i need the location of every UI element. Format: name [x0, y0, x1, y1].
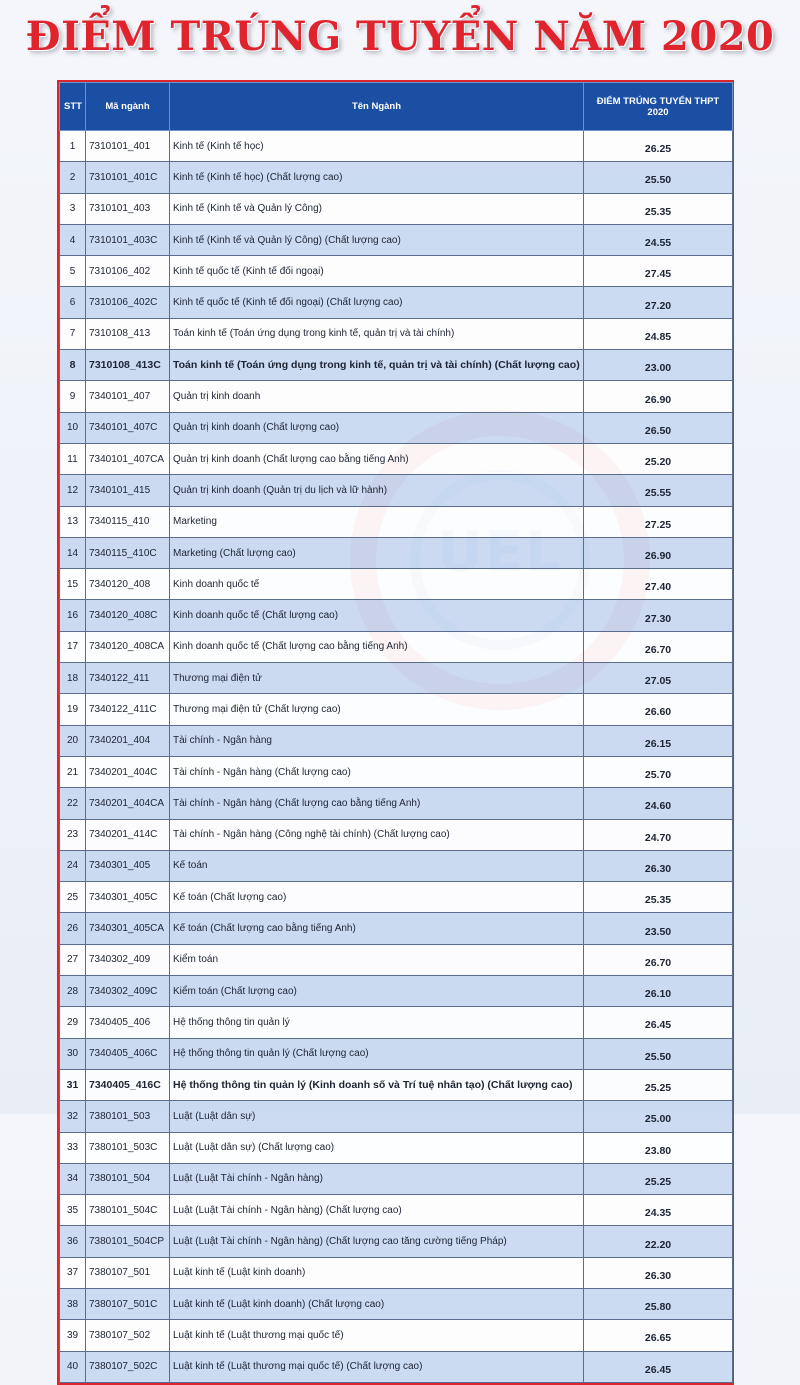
row-major-code: 7340405_406C: [86, 1038, 170, 1069]
row-major-name: Luật (Luật Tài chính - Ngân hàng) (Chất lượng cao): [170, 1195, 584, 1226]
row-stt: 1: [60, 131, 86, 162]
row-stt: 4: [60, 224, 86, 255]
row-major-code: 7340120_408CA: [86, 631, 170, 662]
row-stt: 39: [60, 1320, 86, 1351]
row-major-name: Hệ thống thông tin quản lý (Kinh doanh số và Trí tuệ nhân tạo) (Chất lượng cao): [170, 1069, 584, 1100]
row-major-name: Kế toán (Chất lượng cao bằng tiếng Anh): [170, 913, 584, 944]
row-stt: 12: [60, 475, 86, 506]
row-admission-score: 26.45: [584, 1351, 733, 1382]
row-stt: 31: [60, 1069, 86, 1100]
row-major-code: 7310106_402: [86, 256, 170, 287]
row-stt: 38: [60, 1288, 86, 1319]
row-major-code: 7340120_408C: [86, 600, 170, 631]
row-stt: 22: [60, 788, 86, 819]
table-row: [60, 569, 733, 600]
row-major-name: Toán kinh tế (Toán ứng dụng trong kinh tế, quản trị và tài chính): [170, 318, 584, 349]
row-admission-score: 26.90: [584, 537, 733, 568]
table-row: [60, 131, 733, 162]
row-admission-score: 26.30: [584, 850, 733, 881]
table-row: [60, 1069, 733, 1100]
table-row: [60, 1257, 733, 1288]
row-major-name: Kiểm toán (Chất lượng cao): [170, 976, 584, 1007]
row-admission-score: 26.30: [584, 1257, 733, 1288]
row-stt: 16: [60, 600, 86, 631]
table-row: [60, 381, 733, 412]
row-major-name: Tài chính - Ngân hàng (Công nghệ tài chính) (Chất lượng cao): [170, 819, 584, 850]
row-admission-score: 26.45: [584, 1007, 733, 1038]
row-major-code: 7310101_401C: [86, 162, 170, 193]
row-stt: 28: [60, 976, 86, 1007]
row-stt: 24: [60, 850, 86, 881]
row-major-code: 7380107_502C: [86, 1351, 170, 1382]
table-row: [60, 756, 733, 787]
row-admission-score: 25.35: [584, 193, 733, 224]
table-row: [60, 788, 733, 819]
row-stt: 19: [60, 694, 86, 725]
row-major-name: Luật (Luật Tài chính - Ngân hàng) (Chất lượng cao tăng cường tiếng Pháp): [170, 1226, 584, 1257]
row-major-name: Kinh tế quốc tế (Kinh tế đối ngoại): [170, 256, 584, 287]
row-admission-score: 25.70: [584, 756, 733, 787]
admission-scores-table-frame: [57, 80, 734, 1385]
row-major-code: 7340201_404CA: [86, 788, 170, 819]
row-major-name: Marketing (Chất lượng cao): [170, 537, 584, 568]
row-major-name: Kiểm toán: [170, 944, 584, 975]
table-row: [60, 224, 733, 255]
header-admission-score: ĐIỂM TRÚNG TUYỂN THPT 2020: [584, 83, 733, 131]
row-major-name: Quản trị kinh doanh (Quản trị du lịch và lữ hành): [170, 475, 584, 506]
table-row: [60, 1288, 733, 1319]
row-major-code: 7310101_403C: [86, 224, 170, 255]
row-major-name: Kinh doanh quốc tế (Chất lượng cao): [170, 600, 584, 631]
row-stt: 34: [60, 1163, 86, 1194]
row-stt: 21: [60, 756, 86, 787]
table-row: [60, 287, 733, 318]
row-admission-score: 24.60: [584, 788, 733, 819]
row-admission-score: 24.70: [584, 819, 733, 850]
row-stt: 23: [60, 819, 86, 850]
header-stt: STT: [60, 83, 86, 131]
row-admission-score: 23.00: [584, 350, 733, 381]
row-admission-score: 26.90: [584, 381, 733, 412]
row-stt: 6: [60, 287, 86, 318]
row-major-code: 7340405_406: [86, 1007, 170, 1038]
row-stt: 14: [60, 537, 86, 568]
row-stt: 35: [60, 1195, 86, 1226]
row-major-code: 7340201_414C: [86, 819, 170, 850]
table-row: [60, 412, 733, 443]
row-major-name: Luật (Luật dân sự): [170, 1101, 584, 1132]
row-major-name: Kinh tế (Kinh tế và Quản lý Công) (Chất lượng cao): [170, 224, 584, 255]
row-stt: 25: [60, 882, 86, 913]
table-row: [60, 850, 733, 881]
row-stt: 2: [60, 162, 86, 193]
row-admission-score: 25.25: [584, 1163, 733, 1194]
row-stt: 33: [60, 1132, 86, 1163]
table-row: [60, 1007, 733, 1038]
row-admission-score: 26.25: [584, 131, 733, 162]
row-stt: 26: [60, 913, 86, 944]
row-admission-score: 27.20: [584, 287, 733, 318]
table-row: [60, 1101, 733, 1132]
row-stt: 36: [60, 1226, 86, 1257]
row-admission-score: 26.10: [584, 976, 733, 1007]
row-major-code: 7310108_413: [86, 318, 170, 349]
row-admission-score: 25.55: [584, 475, 733, 506]
row-stt: 32: [60, 1101, 86, 1132]
row-major-name: Luật kinh tế (Luật thương mại quốc tế) (Chất lượng cao): [170, 1351, 584, 1382]
row-stt: 37: [60, 1257, 86, 1288]
row-major-name: Tài chính - Ngân hàng: [170, 725, 584, 756]
row-admission-score: 25.80: [584, 1288, 733, 1319]
table-row: [60, 725, 733, 756]
row-stt: 8: [60, 350, 86, 381]
row-major-name: Tài chính - Ngân hàng (Chất lượng cao bằng tiếng Anh): [170, 788, 584, 819]
row-major-code: 7380101_504CP: [86, 1226, 170, 1257]
row-stt: 3: [60, 193, 86, 224]
row-admission-score: 27.25: [584, 506, 733, 537]
row-major-code: 7310101_403: [86, 193, 170, 224]
row-admission-score: 25.35: [584, 882, 733, 913]
table-row: [60, 1038, 733, 1069]
row-major-name: Quản trị kinh doanh: [170, 381, 584, 412]
row-stt: 29: [60, 1007, 86, 1038]
row-major-code: 7380107_502: [86, 1320, 170, 1351]
row-major-code: 7340201_404: [86, 725, 170, 756]
row-major-name: Kế toán (Chất lượng cao): [170, 882, 584, 913]
row-stt: 10: [60, 412, 86, 443]
table-row: [60, 944, 733, 975]
row-admission-score: 26.70: [584, 631, 733, 662]
row-major-code: 7380101_504: [86, 1163, 170, 1194]
table-row: [60, 318, 733, 349]
row-stt: 20: [60, 725, 86, 756]
table-row: [60, 976, 733, 1007]
row-major-name: Quản trị kinh doanh (Chất lượng cao): [170, 412, 584, 443]
table-row: [60, 537, 733, 568]
row-major-name: Luật kinh tế (Luật kinh doanh): [170, 1257, 584, 1288]
row-stt: 13: [60, 506, 86, 537]
row-stt: 30: [60, 1038, 86, 1069]
row-major-code: 7340301_405C: [86, 882, 170, 913]
row-admission-score: 25.50: [584, 162, 733, 193]
row-stt: 7: [60, 318, 86, 349]
table-row: [60, 913, 733, 944]
row-admission-score: 26.15: [584, 725, 733, 756]
row-stt: 11: [60, 443, 86, 474]
row-major-name: Kinh tế (Kinh tế và Quản lý Công): [170, 193, 584, 224]
row-stt: 17: [60, 631, 86, 662]
table-row: [60, 631, 733, 662]
table-row: [60, 1163, 733, 1194]
row-major-code: 7340301_405: [86, 850, 170, 881]
table-row: [60, 600, 733, 631]
row-major-code: 7340122_411C: [86, 694, 170, 725]
row-major-name: Hệ thống thông tin quản lý: [170, 1007, 584, 1038]
header-major-name: Tên Ngành: [170, 83, 584, 131]
row-major-code: 7340101_407: [86, 381, 170, 412]
table-row: [60, 1320, 733, 1351]
row-admission-score: 26.60: [584, 694, 733, 725]
row-major-code: 7380107_501C: [86, 1288, 170, 1319]
row-major-code: 7380107_501: [86, 1257, 170, 1288]
row-admission-score: 22.20: [584, 1226, 733, 1257]
row-major-name: Hệ thống thông tin quản lý (Chất lượng cao): [170, 1038, 584, 1069]
row-admission-score: 24.55: [584, 224, 733, 255]
row-admission-score: 27.05: [584, 663, 733, 694]
row-admission-score: 25.50: [584, 1038, 733, 1069]
row-major-code: 7340101_415: [86, 475, 170, 506]
table-row: [60, 162, 733, 193]
row-admission-score: 23.80: [584, 1132, 733, 1163]
page-title: ĐIỂM TRÚNG TUYỂN NĂM 2020: [25, 13, 775, 60]
row-admission-score: 26.70: [584, 944, 733, 975]
row-major-code: 7340120_408: [86, 569, 170, 600]
row-major-name: Luật (Luật Tài chính - Ngân hàng): [170, 1163, 584, 1194]
row-major-code: 7380101_503: [86, 1101, 170, 1132]
row-major-name: Thương mại điện tử: [170, 663, 584, 694]
table-row: [60, 193, 733, 224]
table-row: [60, 1226, 733, 1257]
row-major-code: 7340201_404C: [86, 756, 170, 787]
row-major-code: 7310106_402C: [86, 287, 170, 318]
row-major-code: 7340301_405CA: [86, 913, 170, 944]
table-row: [60, 1351, 733, 1382]
row-major-name: Tài chính - Ngân hàng (Chất lượng cao): [170, 756, 584, 787]
row-stt: 18: [60, 663, 86, 694]
row-admission-score: 25.00: [584, 1101, 733, 1132]
row-stt: 15: [60, 569, 86, 600]
table-row: [60, 443, 733, 474]
row-major-name: Kế toán: [170, 850, 584, 881]
row-major-code: 7340101_407C: [86, 412, 170, 443]
row-major-code: 7340115_410: [86, 506, 170, 537]
row-admission-score: 23.50: [584, 913, 733, 944]
table-row: [60, 663, 733, 694]
row-admission-score: 26.50: [584, 412, 733, 443]
table-row: [60, 506, 733, 537]
row-admission-score: 24.85: [584, 318, 733, 349]
university-seal-logo-text: UEL: [437, 520, 563, 585]
header-major-code: Mã ngành: [86, 83, 170, 131]
row-major-code: 7310101_401: [86, 131, 170, 162]
table-row: [60, 475, 733, 506]
row-major-code: 7380101_504C: [86, 1195, 170, 1226]
table-row: [60, 694, 733, 725]
row-admission-score: 24.35: [584, 1195, 733, 1226]
table-row: [60, 1132, 733, 1163]
row-major-name: Luật (Luật dân sự) (Chất lượng cao): [170, 1132, 584, 1163]
row-major-code: 7340101_407CA: [86, 443, 170, 474]
row-stt: 40: [60, 1351, 86, 1382]
row-major-code: 7310108_413C: [86, 350, 170, 381]
row-major-name: Kinh tế (Kinh tế học): [170, 131, 584, 162]
row-major-name: Kinh doanh quốc tế: [170, 569, 584, 600]
table-header-row: [60, 83, 733, 131]
admission-scores-table: [59, 82, 733, 1383]
row-admission-score: 26.65: [584, 1320, 733, 1351]
table-row: [60, 819, 733, 850]
row-stt: 5: [60, 256, 86, 287]
table-row: [60, 1195, 733, 1226]
row-major-code: 7340122_411: [86, 663, 170, 694]
row-stt: 9: [60, 381, 86, 412]
row-major-name: Thương mại điện tử (Chất lượng cao): [170, 694, 584, 725]
row-stt: 27: [60, 944, 86, 975]
row-admission-score: 25.25: [584, 1069, 733, 1100]
row-admission-score: 25.20: [584, 443, 733, 474]
row-major-name: Kinh tế quốc tế (Kinh tế đối ngoại) (Chất lượng cao): [170, 287, 584, 318]
row-major-code: 7340302_409: [86, 944, 170, 975]
row-major-code: 7340115_410C: [86, 537, 170, 568]
row-major-name: Quản trị kinh doanh (Chất lượng cao bằng tiếng Anh): [170, 443, 584, 474]
row-major-name: Marketing: [170, 506, 584, 537]
row-major-name: Kinh doanh quốc tế (Chất lượng cao bằng tiếng Anh): [170, 631, 584, 662]
row-admission-score: 27.30: [584, 600, 733, 631]
row-major-code: 7380101_503C: [86, 1132, 170, 1163]
table-row: [60, 882, 733, 913]
row-major-code: 7340302_409C: [86, 976, 170, 1007]
table-row: [60, 256, 733, 287]
row-admission-score: 27.45: [584, 256, 733, 287]
row-major-name: Luật kinh tế (Luật kinh doanh) (Chất lượng cao): [170, 1288, 584, 1319]
row-major-name: Luật kinh tế (Luật thương mại quốc tế): [170, 1320, 584, 1351]
row-major-name: Toán kinh tế (Toán ứng dụng trong kinh tế, quản trị và tài chính) (Chất lượng cao): [170, 350, 584, 381]
table-row: [60, 350, 733, 381]
row-admission-score: 27.40: [584, 569, 733, 600]
row-major-code: 7340405_416C: [86, 1069, 170, 1100]
row-major-name: Kinh tế (Kinh tế học) (Chất lượng cao): [170, 162, 584, 193]
